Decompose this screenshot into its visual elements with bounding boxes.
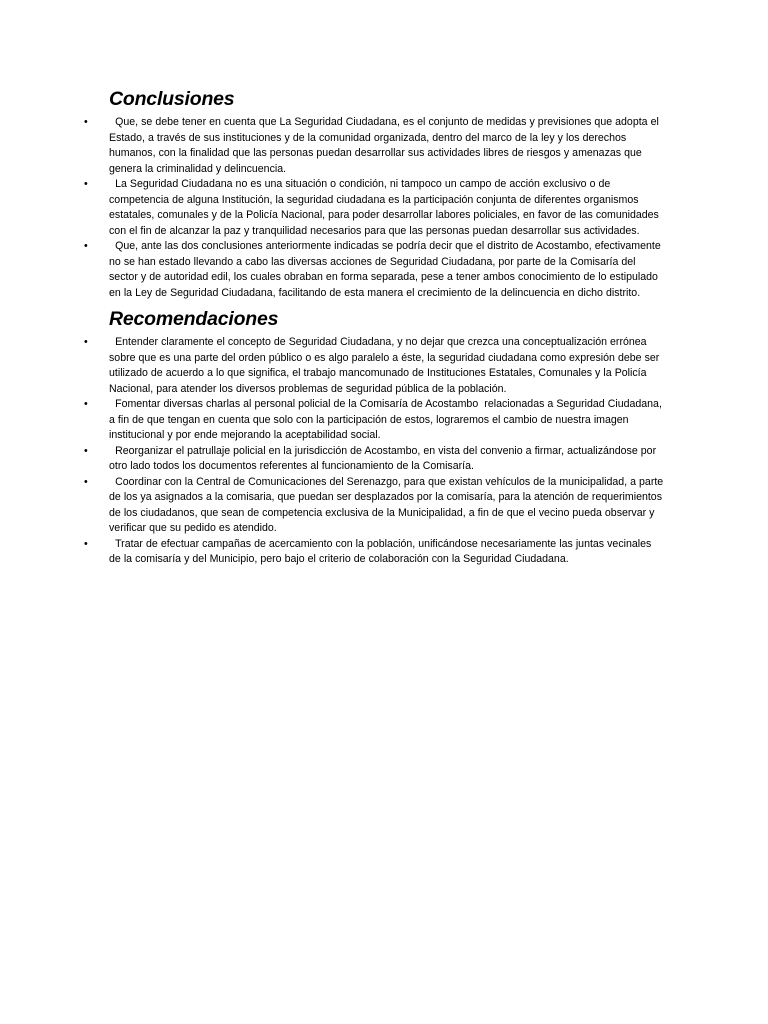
list-item-text: Entender claramente el concepto de Seguridad Ciudadana, y no dejar que crezca una conceptualización errónea sobre que es una parte del orden público o es algo paralelo a éste, la seguridad ciudadana como expresión debe ser utilizado de acuerdo a lo que significa, el trabajo mancomunado de Instituciones Estatales, Comunales y la Policía Nacional, para atender los diversos problemas de seguridad pública de la población.	[109, 336, 663, 395]
list-item	[83, 397, 666, 444]
bullet-point-icon: •	[84, 178, 88, 190]
list-item-text: Que, se debe tener en cuenta que La Seguridad Ciudadana, es el conjunto de medidas y previsiones que adopta el Estado, a través de sus instituciones y de la comunidad organizada, dentro del marco de la ley y los derechos humanos, con la finalidad que las personas puedan desarrollar sus actividades libres de riesgos y amenazas que genera la criminalidad y delincuencia.	[109, 116, 662, 175]
recomendaciones-bullet-list	[83, 335, 666, 568]
conclusiones-bullet-list	[83, 115, 666, 301]
list-item	[83, 444, 666, 475]
bullet-point-icon: •	[84, 537, 88, 550]
bullet-point-icon: •	[84, 475, 88, 488]
list-item-text: Coordinar con la Central de Comunicaciones del Serenazgo, para que existan vehículos de la municipalidad, a parte de los ya asignados a la comisaria, que puedan ser desplazados por la comisaría, para la atención de requerimientos de los ciudadanos, que sean de competencia exclusiva de la Municipalidad, a fin de que el vecino pueda observar y verificar que su pedido es atendido.	[109, 475, 667, 534]
list-item-text: Tratar de efectuar campañas de acercamiento con la población, unificándose necesariamente las juntas vecinales de la comisaría y del Municipio, pero bajo el criterio de colaboración con la Seguridad Ciudadana.	[109, 537, 655, 565]
bullet-point-icon: •	[84, 444, 88, 457]
list-item	[83, 537, 666, 568]
bullet-point-icon: •	[84, 116, 88, 128]
bullet-point-icon: •	[84, 240, 88, 252]
list-item	[83, 239, 666, 301]
list-item-text: Reorganizar el patrullaje policial en la jurisdicción de Acostambo, en vista del convenio a firmar, actualizándose por otro lado todos los documentos referentes al funcionamiento de la Comisaría.	[109, 444, 660, 472]
list-item	[83, 335, 666, 397]
section-heading-conclusiones: Conclusiones	[109, 88, 235, 110]
bullet-point-icon: •	[84, 336, 88, 348]
list-item	[83, 475, 666, 537]
bullet-point-icon: •	[84, 398, 88, 410]
list-item-text: Que, ante las dos conclusiones anteriormente indicadas se podría decir que el distrito de Acostambo, efectivamente no se han estado llevando a cabo las diversas acciones de Seguridad Ciudadana, por parte de la Comisaría del sector y de autoridad edil, los cuales obraban en forma separada, pese a tener ambos conocimiento de lo estipulado en la Ley de Seguridad Ciudadana, facilitando de esta manera el crecimiento de la delincuencia en dicho distrito.	[109, 240, 664, 299]
section-heading-recomendaciones: Recomendaciones	[109, 308, 279, 330]
list-item-text: Fomentar diversas charlas al personal policial de la Comisaría de Acostambo relacionadas a Seguridad Ciudadana, a fin de que tengan en cuenta que solo con la participación de estos, lograremos el cambio de nuestra imagen institucional y por ende mejorando la aceptabilidad social.	[109, 398, 665, 441]
list-item	[83, 115, 666, 177]
list-item-text: La Seguridad Ciudadana no es una situación o condición, ni tampoco un campo de acción exclusivo o de competencia de alguna Institución, la seguridad ciudadana es la participación conjunta de diferentes organismos estatales, comunales y de la Policía Nacional, para poder desarrollar labores policiales, en favor de las comunidades con el fin de alcanzar la paz y tranquilidad necesarios para que las personas puedan desarrollar sus actividades.	[109, 178, 662, 237]
document-content	[83, 88, 666, 568]
list-item	[83, 177, 666, 239]
